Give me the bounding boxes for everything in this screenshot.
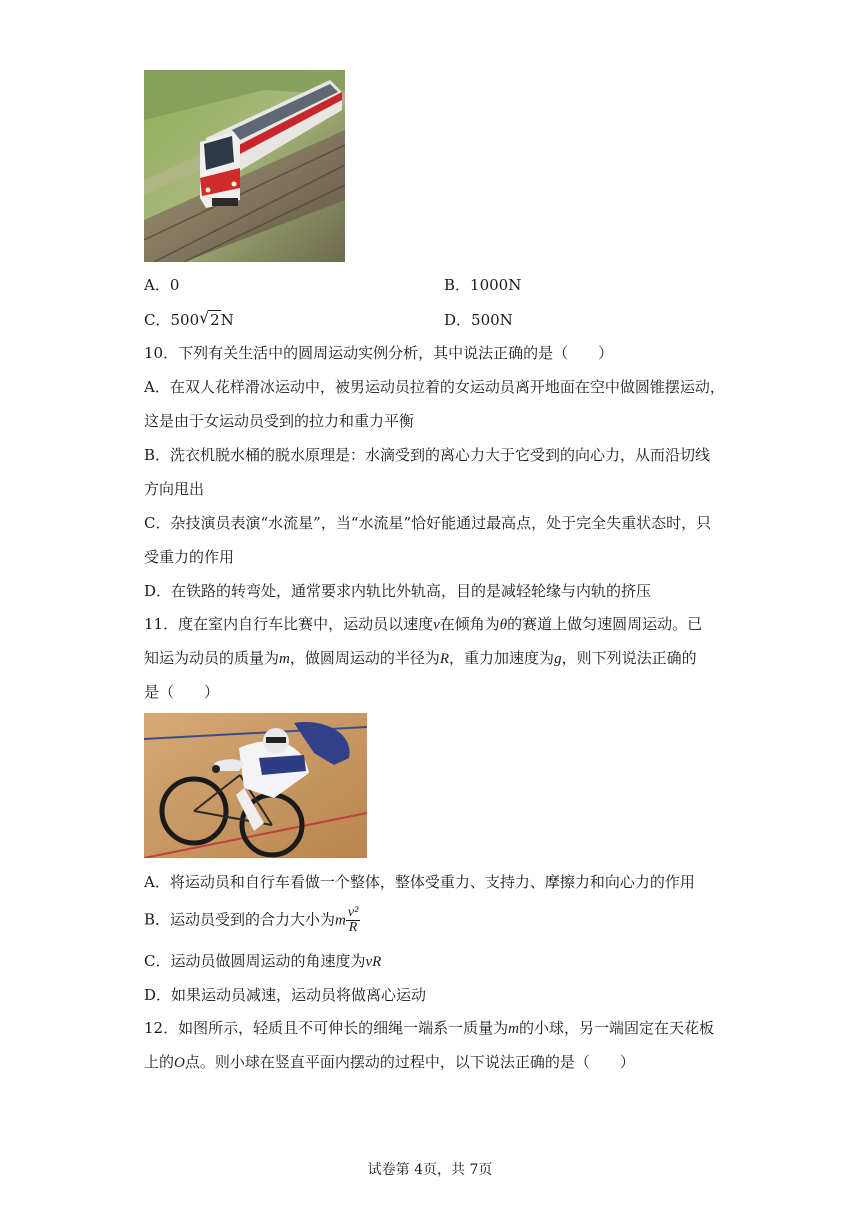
cyclist-photo xyxy=(144,713,367,858)
q10-option-a-line1: A．在双人花样滑冰运动中，被男运动员拉着的女运动员离开地面在空中做圆锥摆运动， xyxy=(144,378,725,396)
q12-stem-line1 xyxy=(144,1017,714,1040)
option-text: 1000N xyxy=(470,276,522,294)
math-o: O xyxy=(174,1055,185,1071)
q10-option-c-line2: 受重力的作用 xyxy=(144,548,235,566)
q12-stem-line2 xyxy=(144,1051,635,1074)
stem-text: 上的 xyxy=(144,1053,175,1071)
stem-text: ，做圆周运动的半径为 xyxy=(289,649,440,667)
math-theta: θ xyxy=(499,617,508,633)
sqrt-symbol: √ 2 xyxy=(199,308,220,329)
option-c-suffix: N xyxy=(220,311,234,329)
stem-text: ，则下列说法正确的 xyxy=(561,649,697,667)
q10-option-a-line2: 这是由于女运动员受到的拉力和重力平衡 xyxy=(144,412,415,430)
sqrt-radicand: 2 xyxy=(210,311,220,329)
q10-option-b-line1: B．洗衣机脱水桶的脱水原理是：水滴受到的离心力大于它受到的向心力，从而沿切线 xyxy=(144,446,711,464)
option-letter: C． xyxy=(144,311,171,329)
option-a xyxy=(144,274,179,296)
q11-stem-line1 xyxy=(144,613,702,636)
q10-option-d: D．在铁路的转弯处，通常要求内轨比外轨高，目的是减轻轮缘与内轨的挤压 xyxy=(144,582,652,600)
math-r: R xyxy=(439,651,450,667)
q11-stem-line2 xyxy=(144,647,697,670)
option-text: 500N xyxy=(471,311,513,329)
stem-text: 12．如图所示，轻质且不可伸长的细绳一端系一质量为 xyxy=(144,1019,509,1037)
stem-text: 11．度在室内自行车比赛中，运动员以速度 xyxy=(144,615,434,633)
q10-option-c-line1: C．杂技演员表演“水流星”，当“水流星”恰好能通过最高点，处于完全失重状态时，只 xyxy=(144,514,712,532)
stem-text: 的小球，另一端固定在天花板 xyxy=(518,1019,714,1037)
stem-text: 知运为动员的质量为 xyxy=(144,649,280,667)
option-c-prefix: 500 xyxy=(170,311,200,329)
option-text: 0 xyxy=(169,276,180,294)
q10-option-b-line2: 方向甩出 xyxy=(144,480,205,498)
option-c xyxy=(144,309,234,331)
train-photo xyxy=(144,70,345,262)
math-m: m xyxy=(335,912,346,929)
q10-stem: 10．下列有关生活中的圆周运动实例分析，其中说法正确的是（ ） xyxy=(144,344,614,362)
q11-option-b xyxy=(144,906,360,935)
cyclist-illustration xyxy=(144,713,367,858)
q11-option-d: D．如果运动员减速，运动员将做离心运动 xyxy=(144,986,427,1004)
option-text: B．运动员受到的合力大小为 xyxy=(144,910,336,929)
train-illustration xyxy=(144,70,345,262)
stem-text: ，重力加速度为 xyxy=(449,649,555,667)
q11-option-a: A．将运动员和自行车看做一个整体，整体受重力、支持力、摩擦力和向心力的作用 xyxy=(144,873,695,891)
stem-text: 在倾角为 xyxy=(439,615,500,633)
math-m: m xyxy=(508,1021,519,1037)
q11-stem-line3: 是（ ） xyxy=(144,683,220,701)
fraction-denominator: R xyxy=(348,920,358,935)
option-text: C．运动员做圆周运动的角速度为 xyxy=(144,952,366,970)
stem-text: 的赛道上做匀速圆周运动。已 xyxy=(507,615,703,633)
page-footer: 试卷第 4页，共 7页 xyxy=(367,1162,493,1178)
fraction-v2-over-r xyxy=(346,906,360,935)
option-b xyxy=(444,274,521,296)
math-v: v xyxy=(433,617,440,633)
math-g: g xyxy=(554,651,562,667)
math-vr: vR xyxy=(365,954,382,970)
option-letter: D． xyxy=(444,311,472,329)
fraction-numerator: v² xyxy=(347,905,359,920)
option-letter: A． xyxy=(144,276,170,294)
stem-text: 点。则小球在竖直平面内摆动的过程中，以下说法正确的是（ ） xyxy=(184,1053,635,1071)
option-letter: B． xyxy=(444,276,471,294)
math-m: m xyxy=(279,651,290,667)
option-d xyxy=(444,309,513,331)
q11-option-c xyxy=(144,950,381,973)
